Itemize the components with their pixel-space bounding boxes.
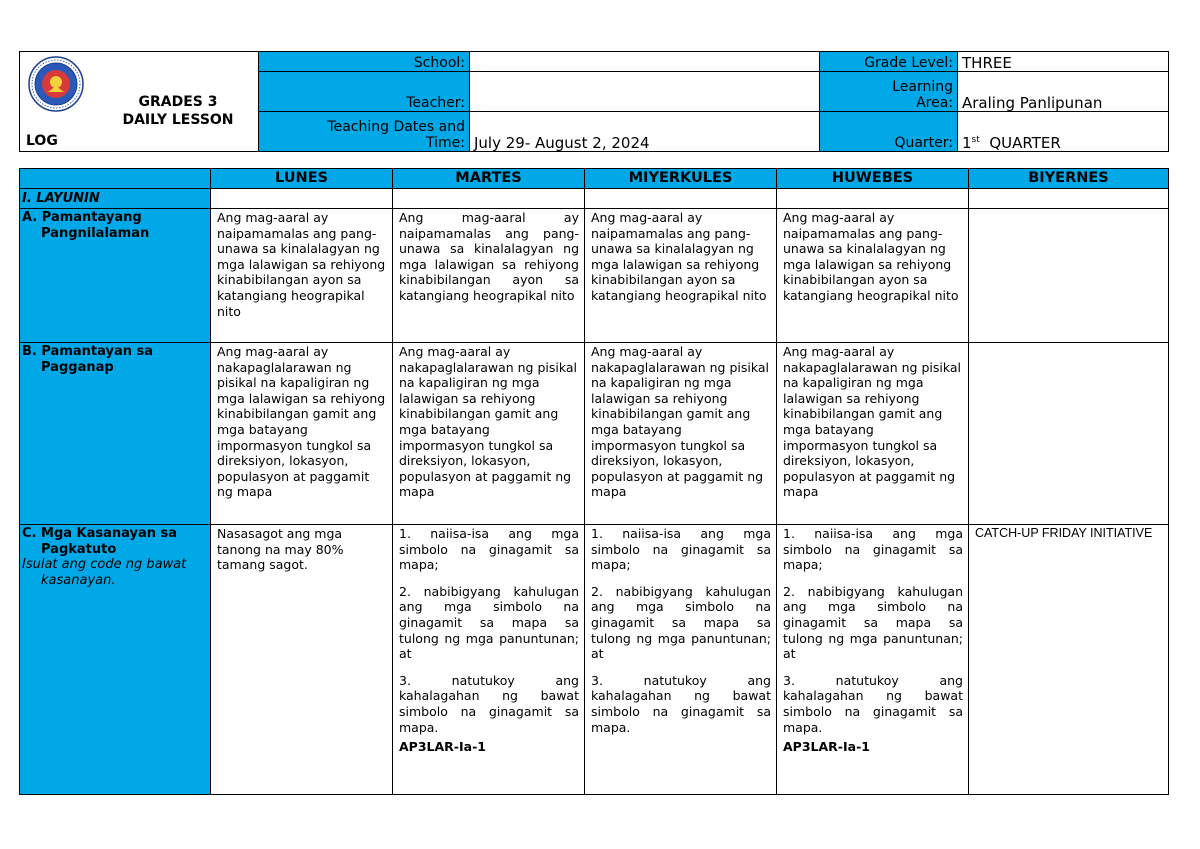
quarter-value — [958, 112, 1169, 152]
empty-cell — [969, 189, 1169, 209]
teaching-dates-label-l1: Teaching Dates and — [327, 119, 465, 135]
teacher-label: Teacher: — [259, 72, 470, 112]
teacher-value — [470, 72, 820, 112]
day-header-miyerkules: MIYERKULES — [585, 169, 777, 189]
section-c-heading — [20, 525, 211, 795]
empty-cell — [777, 189, 969, 209]
section-c-huwebes — [777, 525, 969, 795]
header-table — [19, 51, 1169, 152]
section-b-miyerkules: Ang mag-aaral ay nakapaglalarawan ng pisikal na kapaligiran ng mga lalawigan sa rehiyong kinabibilangan gamit ang mga batayang impormasyon tungkol sa direksiyon, lokasyon, populasyon at paggamit ng mapa — [585, 343, 777, 525]
school-label: School: — [259, 52, 470, 72]
teaching-dates-value: July 29- August 2, 2024 — [470, 112, 820, 152]
quarter-label: Quarter: — [820, 112, 958, 152]
title-line-3: LOG — [26, 133, 58, 149]
section-b-heading — [20, 343, 211, 525]
quarter-suffix: st — [971, 135, 980, 145]
section-a-miyerkules: Ang mag-aaral ay naipamamalas ang pang-unawa sa kinalalagyan ng mga lalawigan sa rehiyong kinabibilangan ayon sa katangiang heograpikal nito — [585, 209, 777, 343]
section-c-note-l1: Isulat ang code ng bawat — [22, 557, 187, 573]
section-c-title — [22, 526, 205, 557]
section-c-title-l2: Pagkatuto — [41, 541, 117, 557]
day-header-lunes: LUNES — [211, 169, 393, 189]
empty-cell — [211, 189, 393, 209]
competency-item-3: 3. natutukoy ang kahalagahan ng bawat simbolo na ginagamit sa mapa. — [591, 672, 771, 735]
title-line-1: GRADES 3 — [138, 94, 218, 110]
day-header-biyernes: BIYERNES — [969, 169, 1169, 189]
section-a-biyernes — [969, 209, 1169, 343]
section-a-title — [22, 210, 205, 241]
competency-item-2: 2. nabibigyang kahulugan ang mga simbolo na ginagamit sa mapa sa tulong ng mga panuntunan; at — [591, 583, 771, 662]
section-c-martes — [393, 525, 585, 795]
competency-code: AP3LAR-Ia-1 — [783, 739, 870, 755]
learning-area-label — [820, 72, 958, 112]
grade-level-label: Grade Level: — [820, 52, 958, 72]
section-a-heading — [20, 209, 211, 343]
day-header-martes: MARTES — [393, 169, 585, 189]
learning-area-value: Araling Panlipunan — [958, 72, 1169, 112]
learning-area-label-l2: Area: — [916, 95, 953, 111]
competency-item-2: 2. nabibigyang kahulugan ang mga simbolo na ginagamit sa mapa sa tulong ng mga panuntunan; at — [783, 583, 963, 662]
competency-item-1: 1. naiisa-isa ang mga simbolo na ginagamit sa mapa; — [591, 526, 771, 573]
section-a-huwebes: Ang mag-aaral ay naipamamalas ang pang-unawa sa kinalalagyan ng mga lalawigan sa rehiyong kinabibilangan ayon sa katangiang heograpikal nito — [777, 209, 969, 343]
section-b-biyernes — [969, 343, 1169, 525]
section-a-title-l2: Pangnilalaman — [41, 225, 150, 241]
logo-title-cell — [20, 52, 259, 152]
section-b-title-l1: B. Pamantayan sa — [22, 344, 154, 359]
school-value — [470, 52, 820, 72]
competency-code: AP3LAR-Ia-1 — [399, 739, 486, 755]
section-b-martes: Ang mag-aaral ay nakapaglalarawan ng pisikal na kapaligiran ng mga lalawigan sa rehiyong kinabibilangan gamit ang mga batayang impormasyon tungkol sa direksiyon, lokasyon, populasyon at paggamit ng mapa — [393, 343, 585, 525]
section-b-title-l2: Pagganap — [41, 359, 114, 375]
section-a-title-l1: A. Pamantayang — [22, 210, 142, 225]
layunin-label: I. LAYUNIN — [22, 191, 100, 206]
layunin-heading — [20, 189, 211, 209]
section-a-martes: Ang mag-aaral ay naipamamalas ang pang-unawa sa kinalalagyan ng mga lalawigan sa rehiyong kinabibilangan ayon sa katangiang heograpikal nito — [393, 209, 585, 343]
corner-cell — [20, 169, 211, 189]
competency-item-1: 1. naiisa-isa ang mga simbolo na ginagamit sa mapa; — [783, 526, 963, 573]
section-a-lunes: Ang mag-aaral ay naipamamalas ang pang-unawa sa kinalalagyan ng mga lalawigan sa rehiyong kinabibilangan ayon sa katangiang heograpikal nito — [211, 209, 393, 343]
teaching-dates-label — [259, 112, 470, 152]
competency-item-1: 1. naiisa-isa ang mga simbolo na ginagamit sa mapa; — [399, 526, 579, 573]
competency-item-3: 3. natutukoy ang kahalagahan ng bawat simbolo na ginagamit sa mapa. — [783, 672, 963, 735]
section-b-huwebes: Ang mag-aaral ay nakapaglalarawan ng pisikal na kapaligiran ng mga lalawigan sa rehiyong kinabibilangan gamit ang mga batayang impormasyon tungkol sa direksiyon, lokasyon, populasyon at paggamit ng mapa — [777, 343, 969, 525]
lesson-table — [19, 168, 1169, 795]
learning-area-label-l1: Learning — [892, 79, 953, 95]
section-c-note-l2: kasanayan. — [41, 572, 116, 588]
section-c-lunes: Nasasagot ang mga tanong na may 80% tamang sagot. — [211, 525, 393, 795]
teaching-dates-label-l2: Time: — [426, 135, 465, 151]
day-header-huwebes: HUWEBES — [777, 169, 969, 189]
grade-level-value: THREE — [958, 52, 1169, 72]
section-c-miyerkules — [585, 525, 777, 795]
deped-seal-icon — [28, 56, 84, 112]
empty-cell — [585, 189, 777, 209]
dll-title — [98, 93, 258, 129]
section-b-lunes: Ang mag-aaral ay nakapaglalarawan ng pisikal na kapaligiran ng mga lalawigan sa rehiyong kinabibilangan gamit ang mga batayang impormasyon tungkol sa direksiyon, lokasyon, populasyon at paggamit ng mapa — [211, 343, 393, 525]
section-c-biyernes: CATCH-UP FRIDAY INITIATIVE — [969, 525, 1169, 795]
section-b-title — [22, 344, 205, 375]
competency-item-2: 2. nabibigyang kahulugan ang mga simbolo na ginagamit sa mapa sa tulong ng mga panuntunan; at — [399, 583, 579, 662]
quarter-word: QUARTER — [989, 134, 1061, 152]
section-c-title-l1: C. Mga Kasanayan sa — [22, 526, 178, 541]
section-c-note — [22, 557, 205, 588]
empty-cell — [393, 189, 585, 209]
title-line-2: DAILY LESSON — [122, 112, 234, 128]
competency-item-3: 3. natutukoy ang kahalagahan ng bawat simbolo na ginagamit sa mapa. — [399, 672, 579, 735]
quarter-number: 1 — [962, 134, 972, 152]
